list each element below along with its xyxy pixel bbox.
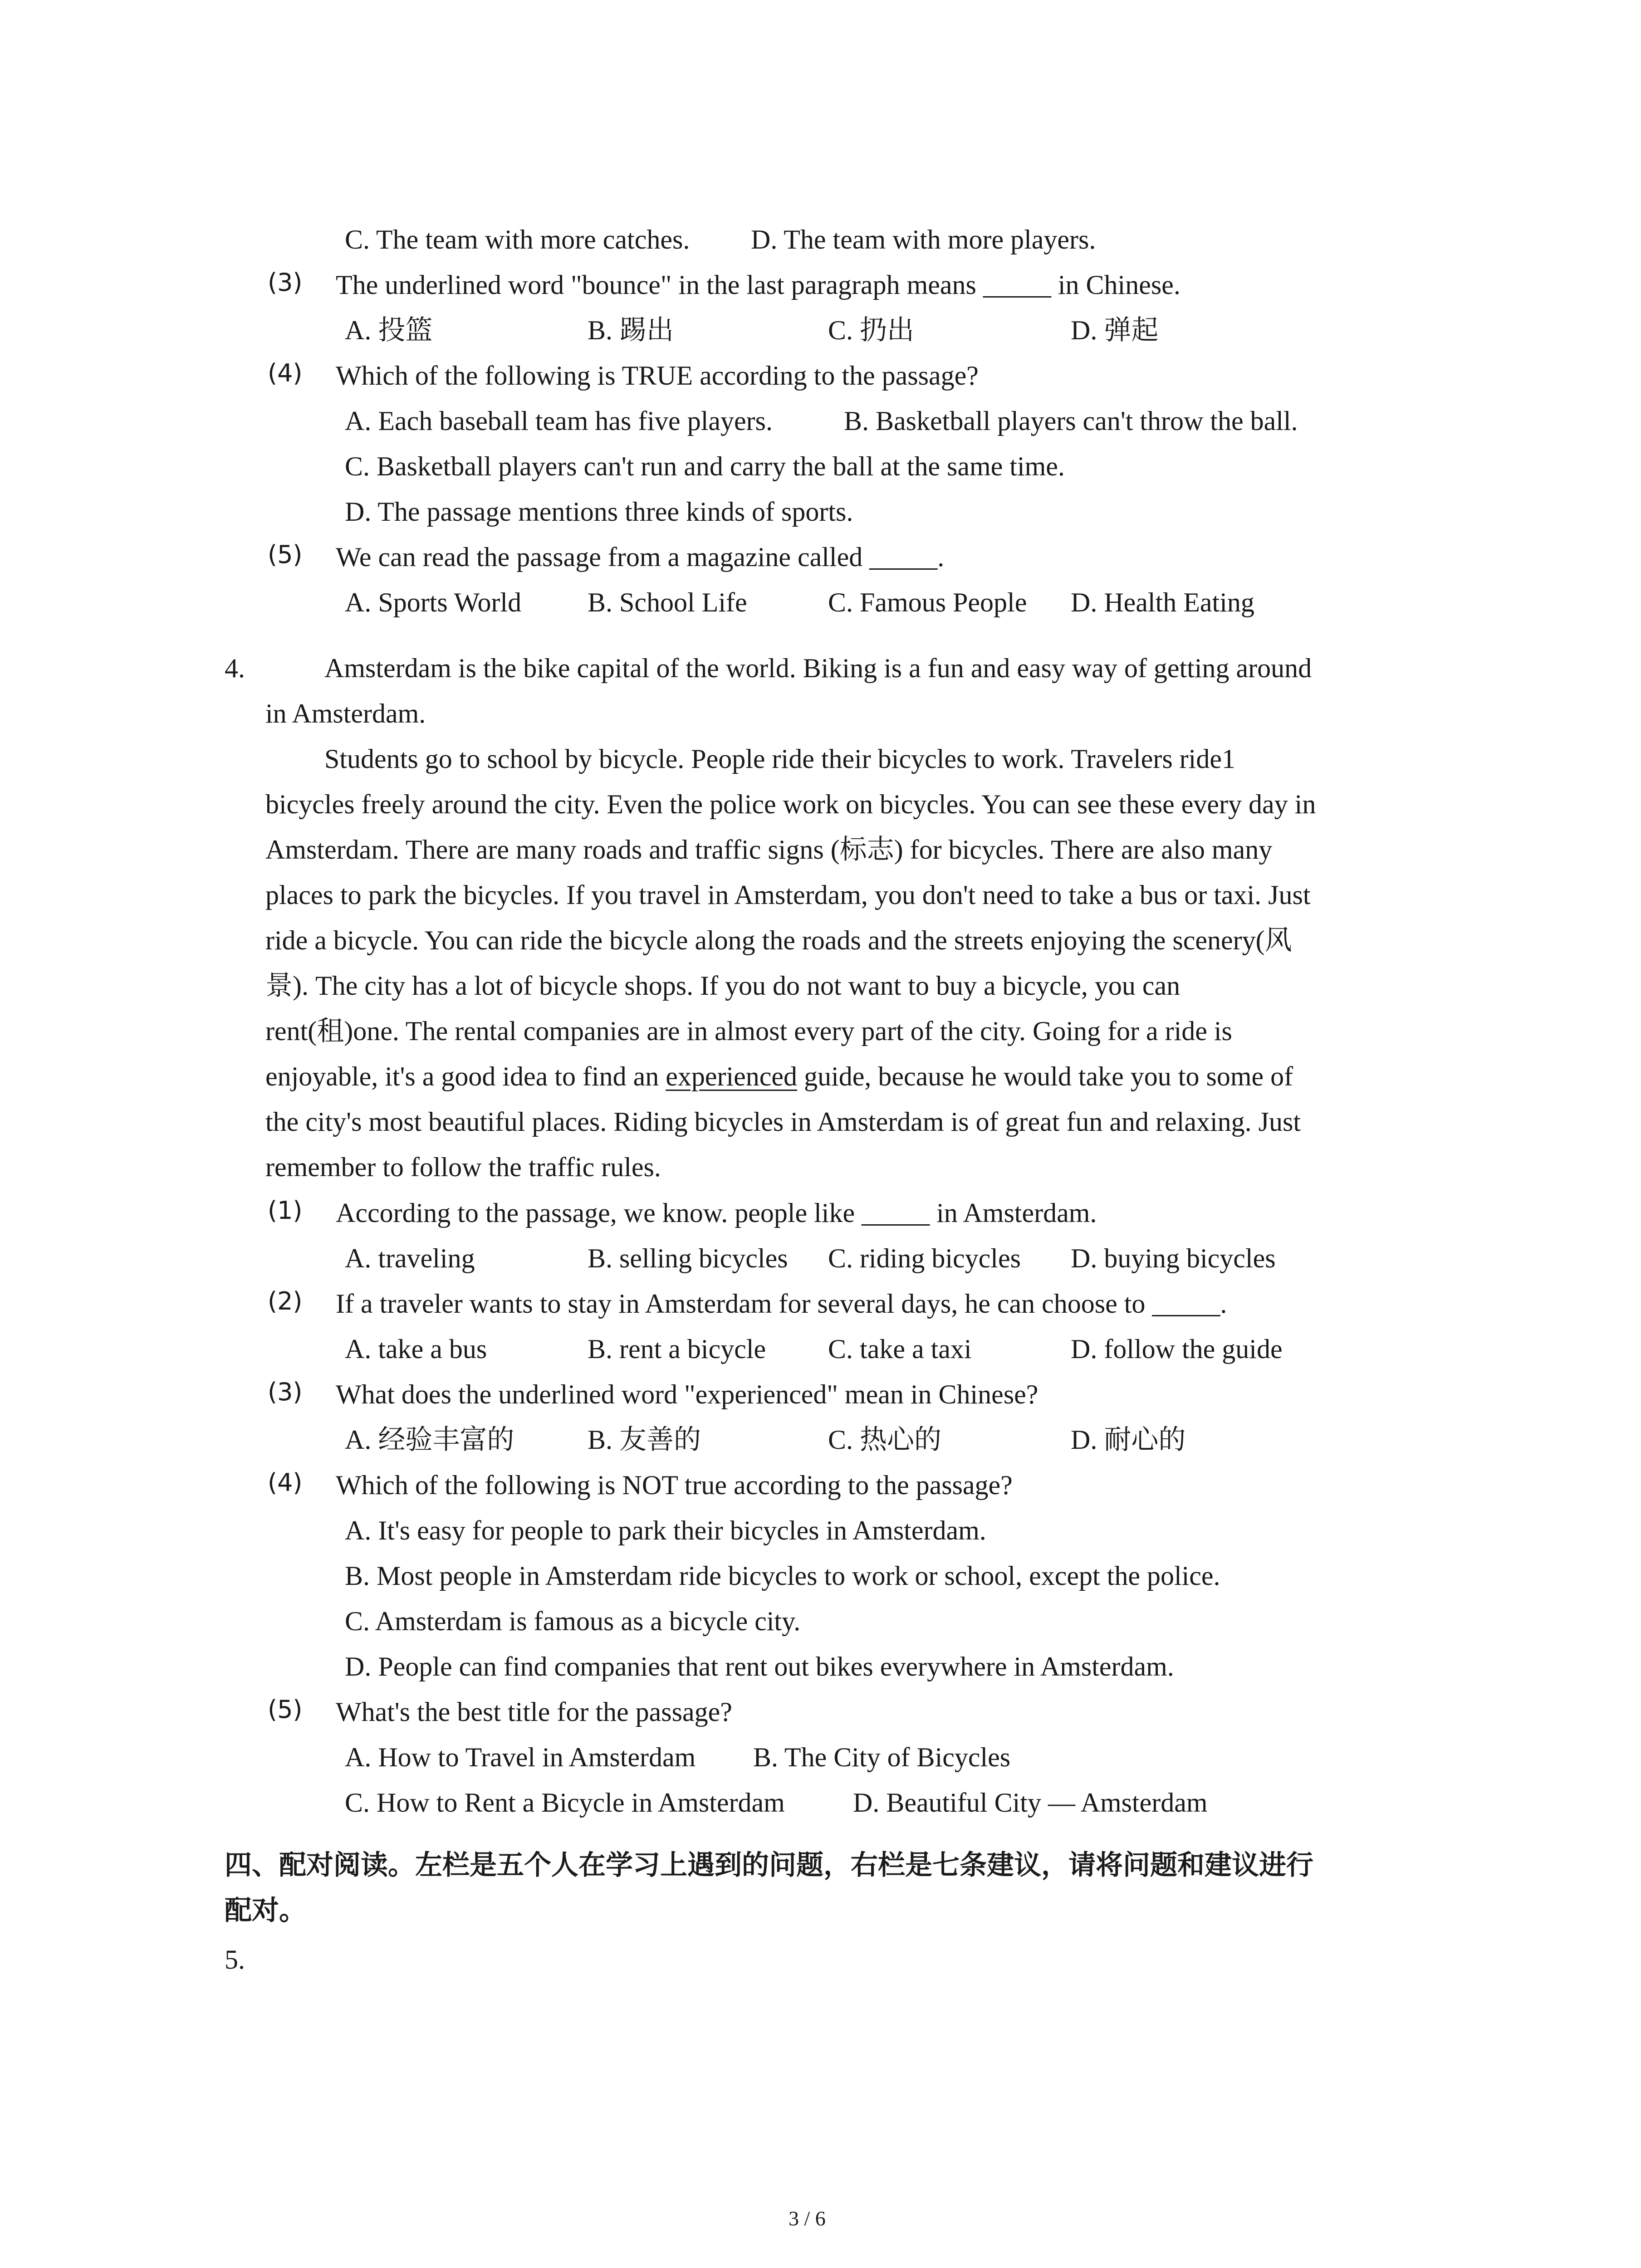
passage-line: ride a bicycle. You can ride the bicycle along the roads and the streets enjoying the scenery(风 <box>265 925 1292 955</box>
passage-line-underlined <box>265 1063 1293 1090</box>
option-d: D. follow the guide <box>1071 1334 1283 1364</box>
option-a: A. It's easy for people to park their bicycles in Amsterdam. <box>345 1515 986 1545</box>
option-d: D. The team with more players. <box>751 225 1096 254</box>
option-c: C. Basketball players can't run and carry the ball at the same time. <box>345 451 1065 481</box>
question-number: (5) <box>268 1695 303 1724</box>
passage-line: rent(租)one. The rental companies are in almost every part of the city. Going for a ride is <box>265 1016 1232 1046</box>
option-b: B. The City of Bicycles <box>753 1742 1011 1772</box>
question-text: We can read the passage from a magazine called _____. <box>336 542 945 572</box>
page-number: 3 / 6 <box>789 2207 826 2230</box>
passage-line: remember to follow the traffic rules. <box>265 1152 661 1182</box>
passage-text: guide, because he would take you to some of <box>797 1061 1293 1091</box>
option-a: A. 经验丰富的 <box>345 1425 514 1455</box>
option-a: A. traveling <box>345 1243 475 1273</box>
option-a: A. Each baseball team has five players. <box>345 406 773 436</box>
option-c: C. 扔出 <box>828 315 915 345</box>
option-c: C. Amsterdam is famous as a bicycle city. <box>345 1606 801 1636</box>
option-b: B. Most people in Amsterdam ride bicycles to work or school, except the police. <box>345 1561 1220 1591</box>
passage-line: Students go to school by bicycle. People ride their bicycles to work. Travelers ride1 <box>324 744 1235 774</box>
option-a: A. take a bus <box>345 1334 487 1364</box>
question-text: Which of the following is TRUE according to the passage? <box>336 361 979 391</box>
option-d: D. 耐心的 <box>1071 1425 1186 1455</box>
option-a: A. 投篮 <box>345 315 433 345</box>
passage-line: Amsterdam. There are many roads and traffic signs (标志) for bicycles. There are also many <box>265 835 1273 865</box>
option-b: B. selling bicycles <box>588 1243 788 1273</box>
passage-number: 4. <box>225 653 245 683</box>
option-d: D. People can find companies that rent out bikes everywhere in Amsterdam. <box>345 1652 1174 1681</box>
question-number: (3) <box>268 1378 303 1406</box>
item-number: 5. <box>225 1945 245 1975</box>
option-a: A. Sports World <box>345 587 522 617</box>
option-c: C. riding bicycles <box>828 1243 1021 1273</box>
option-a: A. How to Travel in Amsterdam <box>345 1742 696 1772</box>
question-text: What does the underlined word "experienced" mean in Chinese? <box>336 1379 1038 1409</box>
option-c: C. Famous People <box>828 587 1027 617</box>
option-d: D. Beautiful City — Amsterdam <box>853 1788 1208 1818</box>
question-text: If a traveler wants to stay in Amsterdam for several days, he can choose to _____. <box>336 1289 1227 1319</box>
option-d: D. The passage mentions three kinds of sports. <box>345 497 853 527</box>
passage-line: in Amsterdam. <box>265 699 426 728</box>
question-number: (4) <box>268 1468 303 1497</box>
question-number: (3) <box>268 268 303 297</box>
option-d: D. Health Eating <box>1071 587 1254 617</box>
option-b: B. rent a bicycle <box>588 1334 766 1364</box>
section-heading: 配对。 <box>225 1895 306 1926</box>
question-number: (4) <box>268 359 303 387</box>
passage-line: the city's most beautiful places. Riding bicycles in Amsterdam is of great fun and relaxing. Just <box>265 1107 1301 1137</box>
question-text: According to the passage, we know. people like _____ in Amsterdam. <box>336 1198 1097 1228</box>
option-b: B. 踢出 <box>588 315 674 345</box>
question-number: (2) <box>268 1287 303 1315</box>
option-c: C. take a taxi <box>828 1334 972 1364</box>
option-c: C. How to Rent a Bicycle in Amsterdam <box>345 1788 785 1818</box>
question-text: The underlined word "bounce" in the last paragraph means _____ in Chinese. <box>336 270 1181 300</box>
passage-line: bicycles freely around the city. Even the police work on bicycles. You can see these every day in <box>265 789 1316 819</box>
passage-text: enjoyable, it's a good idea to find an <box>265 1061 666 1091</box>
option-c: C. 热心的 <box>828 1425 942 1455</box>
option-b: B. Basketball players can't throw the ball. <box>844 406 1298 436</box>
passage-line: Amsterdam is the bike capital of the world. Biking is a fun and easy way of getting around <box>324 653 1312 683</box>
underlined-word: experienced <box>666 1061 798 1091</box>
question-number: (1) <box>268 1196 303 1225</box>
section-heading: 四、配对阅读。左栏是五个人在学习上遇到的问题，右栏是七条建议，请将问题和建议进行 <box>225 1849 1313 1881</box>
option-d: D. 弹起 <box>1071 315 1159 345</box>
question-text: What's the best title for the passage? <box>336 1697 732 1727</box>
question-number: (5) <box>268 540 303 569</box>
passage-line: 景). The city has a lot of bicycle shops. If you do not want to buy a bicycle, you can <box>265 971 1181 1001</box>
passage-line: places to park the bicycles. If you travel in Amsterdam, you don't need to take a bus or taxi. Just <box>265 880 1311 910</box>
option-b: B. 友善的 <box>588 1425 701 1455</box>
option-c: C. The team with more catches. <box>345 225 690 254</box>
option-b: B. School Life <box>588 587 747 617</box>
option-d: D. buying bicycles <box>1071 1243 1276 1273</box>
question-text: Which of the following is NOT true according to the passage? <box>336 1470 1013 1500</box>
